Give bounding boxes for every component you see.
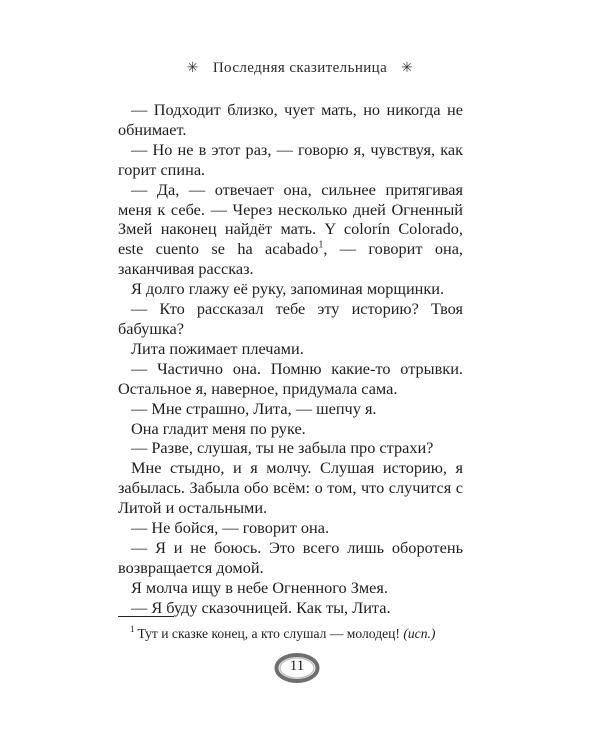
running-header [0, 60, 600, 77]
star-ornament-icon: ✳ [186, 61, 199, 76]
footnote-reference[interactable]: 1 [318, 239, 324, 251]
paragraph: — Не бойся, — говорит она. [131, 518, 330, 538]
star-ornament-icon: ✳ [401, 61, 414, 76]
paragraph-text: , — говорит она, заканчивая рассказ. [118, 239, 464, 279]
paragraph: Она гладит меня по руке. [131, 418, 306, 438]
footnote-marker: 1 [130, 624, 135, 635]
footnote-source: (исп.) [403, 626, 436, 641]
page-number: 11 [289, 658, 305, 674]
footnote-divider [118, 616, 174, 617]
paragraph [118, 180, 463, 280]
paragraph: — Но не в этот раз, — говорю я, чувствуя, как горит спина. [118, 139, 463, 179]
page-number-badge [274, 653, 320, 683]
footnote [130, 625, 475, 642]
paragraph: — Мне страшно, Лита, — шепчу я. [131, 398, 377, 418]
paragraph: Я молча ищу в небе Огненного Змея. [131, 577, 388, 597]
book-title: Последняя сказительница [212, 60, 388, 76]
paragraph: Мне стыдно, и я молчу. Слушая историю, я забылась. Забыла обо всём: о том, что случится с Литой и остальными. [118, 458, 463, 518]
paragraph: — Подходит близко, чует мать, но никогда не обнимает. [118, 100, 463, 139]
paragraph-text: — Да, — отвечает она, сильнее притягивая меня к себе. — Через несколько дней Огненный Змей наконец найдёт мать. Y colorín Colorado, este cuento se ha acabado [118, 179, 463, 259]
paragraph: Лита пожимает плечами. [131, 338, 304, 358]
paragraph: — Кто рассказал тебе эту историю? Твоя бабушка? [118, 299, 463, 338]
footnote-text: Тут и сказке конец, а кто слушал — молодец! [137, 626, 400, 641]
paragraph: — Разве, слушая, ты не забыла про страхи? [131, 438, 434, 458]
paragraph: — Я и не боюсь. Это всего лишь оборотень возвращается домой. [118, 537, 463, 577]
paragraph: — Я буду сказочницей. Как ты, Лита. [131, 597, 391, 617]
paragraph: — Частично она. Помню какие-то отрывки. Остальное я, наверное, придумала сама. [118, 358, 463, 398]
paragraph: Я долго глажу её руку, запоминая морщинки. [131, 279, 445, 299]
body-text [118, 100, 463, 618]
